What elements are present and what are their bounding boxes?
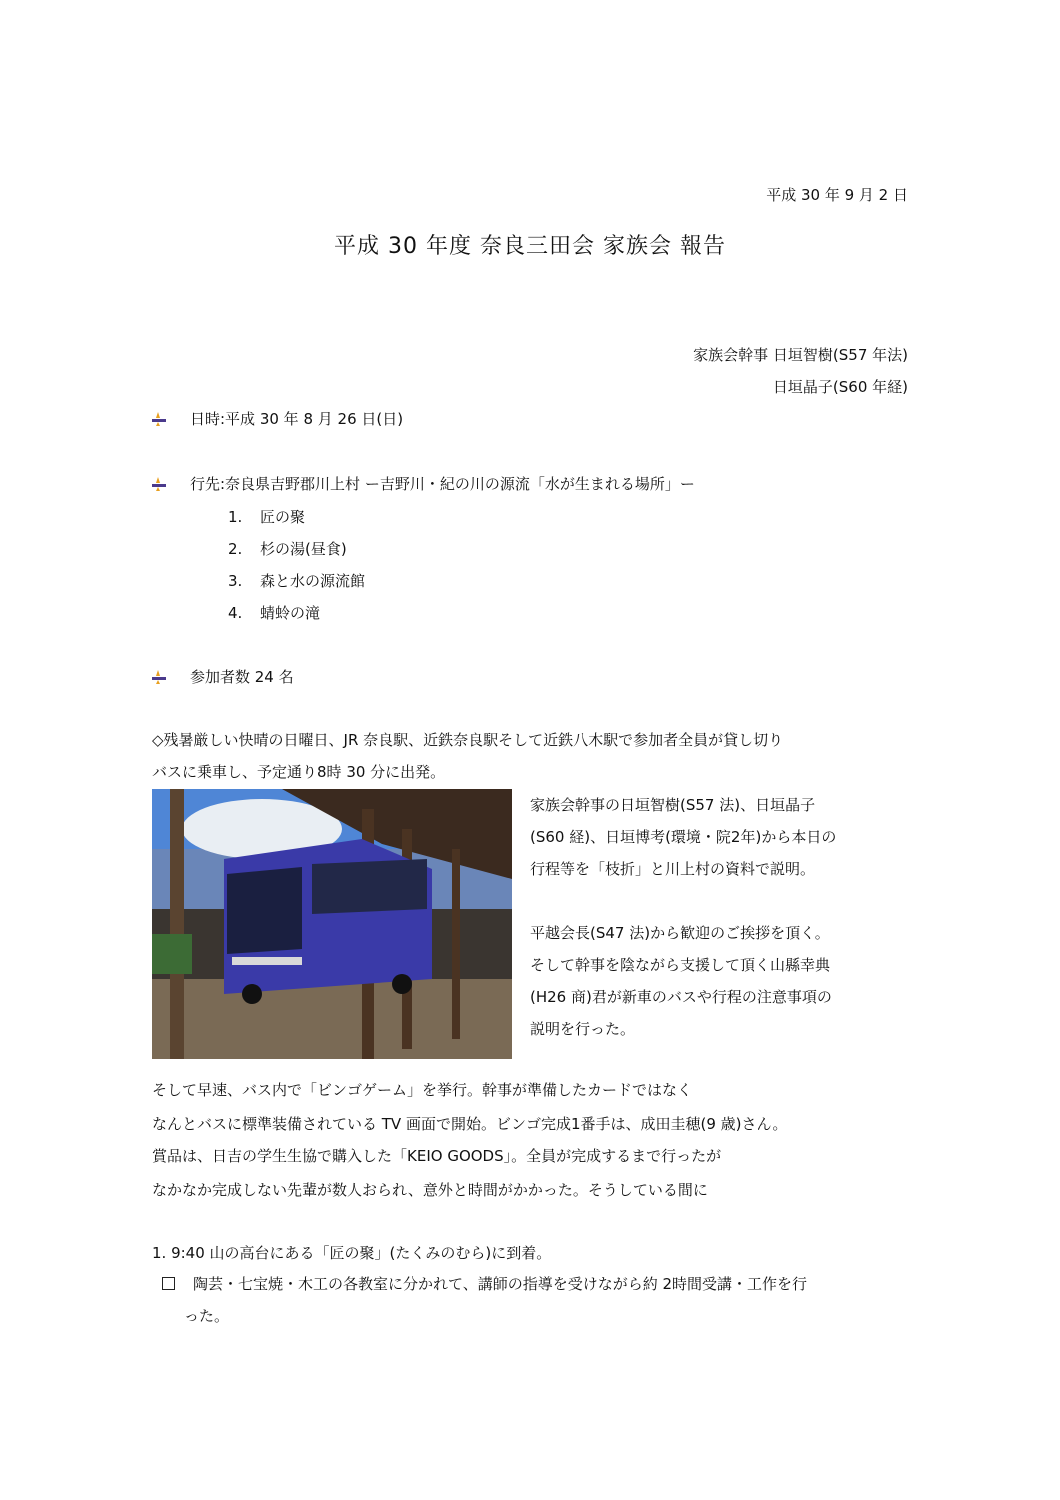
itinerary-item-1: 1. 9:40 山の高台にある「匠の聚」(たくみのむら)に到着。 xyxy=(152,1244,552,1262)
intro-line-1: ◇残暑厳しい快晴の日曜日、JR 奈良駅、近鉄奈良駅そして近鉄八木駅で参加者全員が貸し切り xyxy=(152,731,784,749)
side-line: (H26 商)君が新車のバスや行程の注意事項の xyxy=(530,988,832,1006)
bullet-icon xyxy=(152,412,170,426)
side-line: 平越会長(S47 法)から歓迎のご挨拶を頂く。 xyxy=(530,924,830,942)
itinerary-item-1-detail: 陶芸・七宝焼・木工の各教室に分かれて、講師の指導を受けながら約 2時間受講・工作を行 xyxy=(162,1268,807,1300)
side-line: そして幹事を陰ながら支援して頂く山縣幸典 xyxy=(530,956,831,974)
checkbox-bullet-icon xyxy=(162,1277,175,1290)
side-line: 説明を行った。 xyxy=(530,1020,636,1038)
participants-row xyxy=(152,666,294,687)
bingo-line: そして早速、バス内で「ビンゴゲーム」を挙行。幹事が準備したカードではなく xyxy=(152,1081,693,1099)
bingo-line: なんとバスに標準装備されている TV 画面で開始。ビンゴ完成1番手は、成田圭穂(9 歳)さん。 xyxy=(152,1115,788,1133)
participants-text: 参加者数 24 名 xyxy=(190,668,294,686)
report-date: 平成 30 年 9 月 2 日 xyxy=(766,186,908,204)
list-item: 3. 森と水の源流館 xyxy=(228,572,366,590)
side-line: 家族会幹事の日垣智樹(S57 法)、日垣晶子 xyxy=(530,796,816,814)
organizer-line-1: 家族会幹事 日垣智樹(S57 年法) xyxy=(693,346,908,364)
destination-row xyxy=(152,473,695,494)
bingo-line: 賞品は、日吉の学生生協で購入した「KEIO GOODS」。全員が完成するまで行ったが xyxy=(152,1147,722,1165)
destination-text: 行先:奈良県吉野郡川上村 ー吉野川・紀の川の源流「水が生まれる場所」ー xyxy=(190,475,695,493)
list-item: 2. 杉の湯(昼食) xyxy=(228,540,347,558)
bus-photo xyxy=(152,789,512,1059)
list-item: 4. 蜻蛉の滝 xyxy=(228,604,321,622)
datetime-text: 日時:平成 30 年 8 月 26 日(日) xyxy=(190,410,404,428)
bullet-icon xyxy=(152,670,170,684)
side-line: (S60 経)、日垣博考(環境・院2年)から本日の xyxy=(530,828,837,846)
organizer-line-2: 日垣晶子(S60 年経) xyxy=(772,378,908,396)
list-item: 1. 匠の聚 xyxy=(228,508,306,526)
side-line: 行程等を「枝折」と川上村の資料で説明。 xyxy=(530,860,816,878)
bingo-line: なかなか完成しない先輩が数人おられ、意外と時間がかかった。そうしている間に xyxy=(152,1181,708,1199)
itinerary-item-1-detail-cont: った。 xyxy=(184,1307,230,1325)
report-title: 平成 30 年度 奈良三田会 家族会 報告 xyxy=(334,234,726,259)
bullet-icon xyxy=(152,477,170,491)
intro-line-2: バスに乗車し、予定通り8時 30 分に出発。 xyxy=(152,763,446,781)
datetime-row xyxy=(152,408,403,429)
